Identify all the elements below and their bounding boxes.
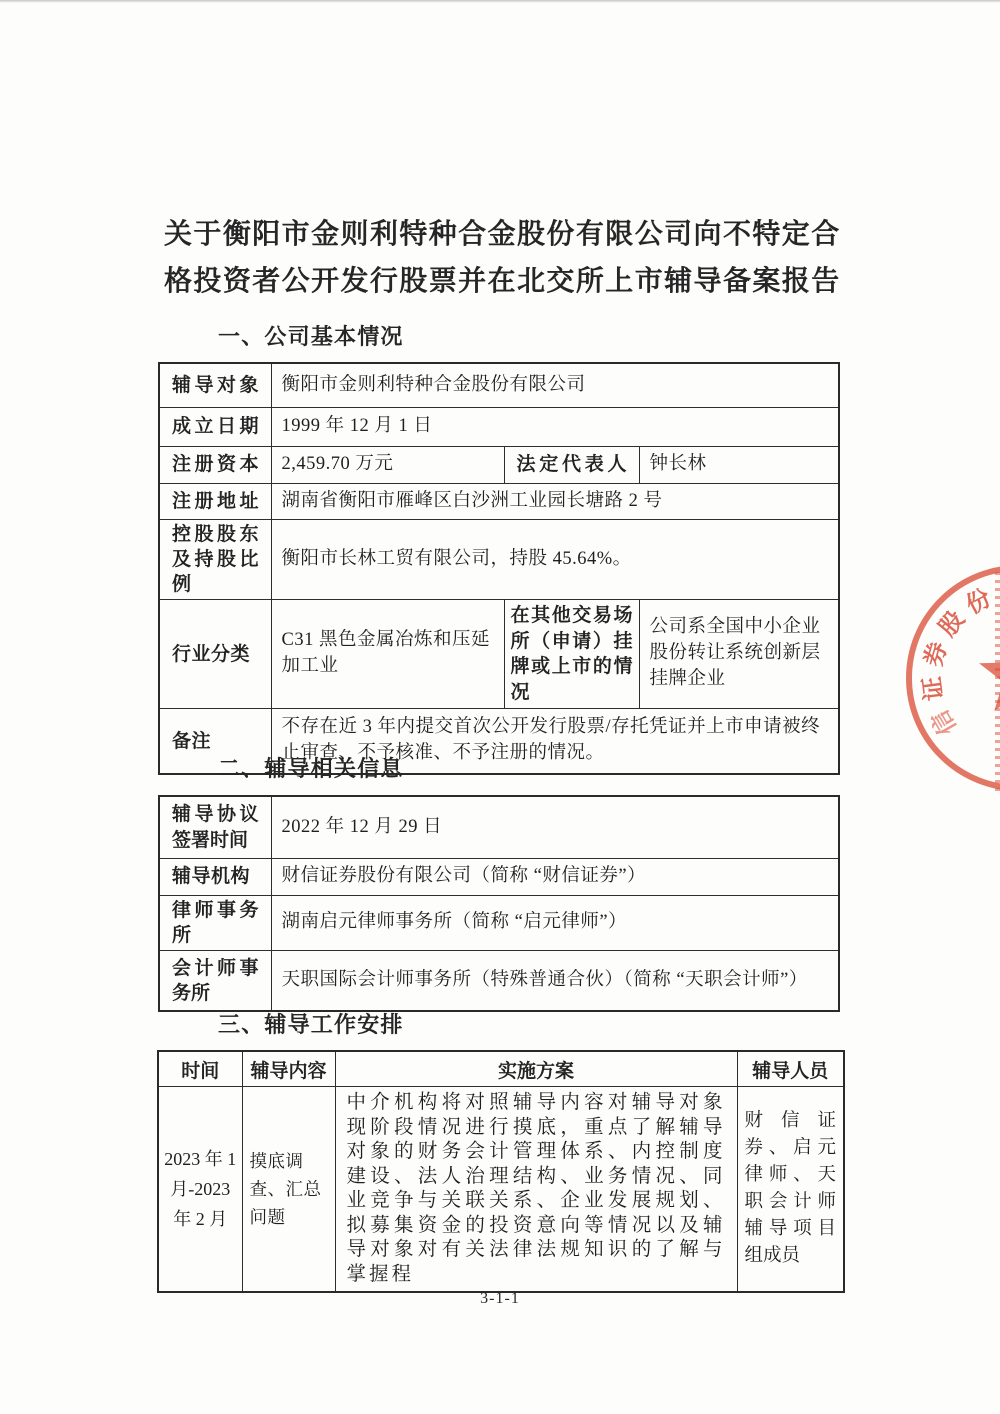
row-label: 注册资本 (159, 447, 271, 484)
row-value: 衡阳市长林工贸有限公司，持股 45.64%。 (271, 520, 839, 600)
table-row-address (159, 484, 839, 520)
seal-ring-char: 信 (926, 705, 963, 740)
table-header-row (158, 1051, 844, 1087)
section-heading-guidance: 二、辅导相关信息 (218, 756, 404, 781)
row-value-industry-class: C31 黑色金属冶炼和压延加工业 (271, 600, 504, 709)
row-value: 1999 年 12 月 1 日 (271, 408, 839, 447)
row-label: 成立日期 (159, 408, 271, 447)
company-info-table (158, 362, 840, 775)
row-label: 辅导对象 (159, 363, 271, 408)
row-label: 备注 (159, 709, 271, 775)
row-value-legal-rep: 钟长林 (639, 447, 839, 484)
row-value: 不存在近 3 年内提交首次公开发行股票/存托凭证并上市申请被终止审查、不予核准、不予注册的情况。 (271, 709, 839, 775)
seal-ring-char: 份 (961, 584, 996, 620)
scan-edge-shadow (0, 0, 1000, 3)
row-value: 2,459.70 万元 (271, 447, 504, 484)
cell-staff: 财信证券、启元律师、天职会计师辅导项目组成员 (737, 1087, 844, 1293)
table-row-shareholder (159, 520, 839, 600)
cell-time: 2023 年 1 月-2023 年 2 月 (158, 1087, 242, 1293)
document-title: 关于衡阳市金则利特种合金股份有限公司向不特定合格投资者公开发行股票并在北交所上市辅导备案报告 (164, 218, 840, 296)
row-label: 行业分类 (159, 600, 271, 709)
column-header-staff: 辅导人员 (737, 1051, 844, 1087)
row-label-other-listing: 在其他交易场所（申请）挂牌或上市的情况 (504, 600, 639, 709)
row-value: 天职国际会计师事务所（特殊普通合伙）（简称 “天职会计师”） (271, 951, 839, 1012)
seal-ring-char: 证 (918, 674, 949, 703)
table-row-founded (159, 408, 839, 447)
row-label: 律师事务所 (159, 896, 271, 951)
section-heading-schedule: 三、辅导工作安排 (218, 1012, 404, 1037)
table-row-law-firm (159, 896, 839, 951)
column-header-time: 时间 (158, 1051, 242, 1087)
cell-content: 摸底调查、汇总问题 (242, 1087, 335, 1293)
table-row-phase1 (158, 1087, 844, 1293)
seal-serial-marks (995, 572, 1000, 792)
page-number: 3-1-1 (480, 1290, 520, 1307)
work-schedule-table (157, 1050, 845, 1293)
column-header-content: 辅导内容 (242, 1051, 335, 1087)
row-label: 辅导协议签署时间 (159, 796, 271, 859)
table-row-capital (159, 447, 839, 484)
guidance-info-table (158, 795, 840, 1012)
company-seal-stamp (899, 558, 1000, 798)
table-row-target (159, 363, 839, 408)
row-value: 2022 年 12 月 29 日 (271, 796, 839, 859)
seal-ring-char: 股 (933, 605, 971, 642)
row-value: 财信证券股份有限公司（简称 “财信证券”） (271, 859, 839, 896)
row-label: 控股股东及持股比例 (159, 520, 271, 600)
table-row-agreement (159, 796, 839, 859)
row-label-legal-rep: 法定代表人 (504, 447, 639, 484)
table-row-accounting-firm (159, 951, 839, 1012)
row-value: 湖南启元律师事务所（简称 “启元律师”） (271, 896, 839, 951)
row-label: 辅导机构 (159, 859, 271, 896)
seal-ring-char: 券 (919, 639, 953, 670)
row-value: 湖南省衡阳市雁峰区白沙洲工业园长塘路 2 号 (271, 484, 839, 520)
row-value: 衡阳市金则利特种合金股份有限公司 (271, 363, 839, 408)
cell-plan: 中介机构将对照辅导内容对辅导对象现阶段情况进行摸底，重点了解辅导对象的财务会计管理体系、内控制度建设、法人治理结构、业务情况、同业竞争与关联关系、企业发展规划、拟募集资金的投资意向等情况以及辅导对象对有关法律法规知识的了解与掌握程 (335, 1087, 737, 1293)
table-row-industry (159, 600, 839, 709)
row-label: 注册地址 (159, 484, 271, 520)
section-heading-company: 一、公司基本情况 (218, 324, 404, 349)
row-label: 会计师事务所 (159, 951, 271, 1012)
column-header-plan: 实施方案 (335, 1051, 737, 1087)
row-value-other-listing: 公司系全国中小企业股份转让系统创新层挂牌企业 (639, 600, 839, 709)
table-row-institution (159, 859, 839, 896)
